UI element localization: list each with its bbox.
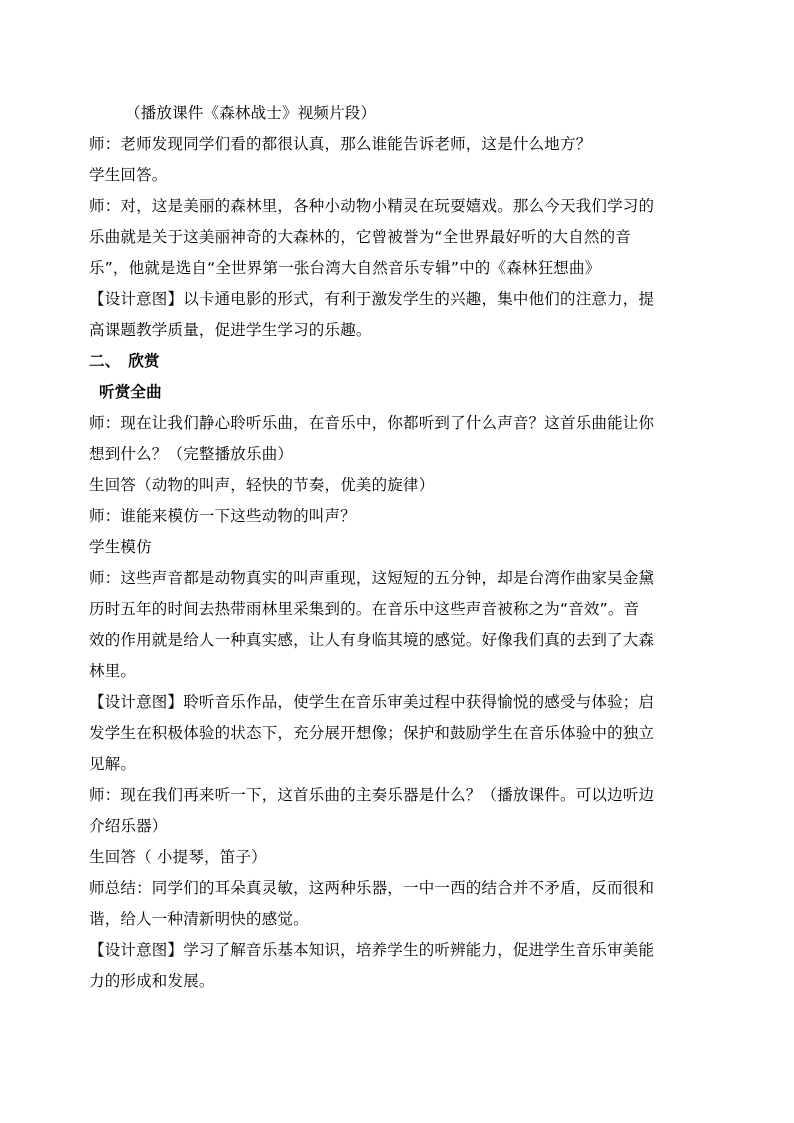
text-line: 师：对，这是美丽的森林里，各种小动物小精灵在玩耍嬉戏。那么今天我们学习的: [89, 197, 655, 215]
subsection-heading: 听赏全曲: [99, 383, 162, 401]
text-line: 力的形成和发展。: [89, 972, 215, 990]
design-intent-line: 【设计意图】学习了解音乐基本知识，培养学生的听辨能力，促进学生音乐审美能: [89, 941, 655, 959]
text-line: 生回答（动物的叫声，轻快的节奏，优美的旋律）: [89, 476, 435, 494]
text-line: 历时五年的时间去热带雨林里采集到的。在音乐中这些声音被称之为“音效”。音: [89, 600, 640, 618]
section-heading: 二、 欣赏: [89, 352, 160, 370]
text-line: 乐”，他就是选自“全世界第一张台湾大自然音乐专辑”中的《森林狂想曲》: [89, 259, 601, 277]
text-line: 师：这些声音都是动物真实的叫声重现，这短短的五分钟，却是台湾作曲家吴金黛: [89, 569, 655, 587]
text-line: 想到什么？（完整播放乐曲）: [89, 445, 294, 463]
text-line: 介绍乐器）: [89, 817, 168, 835]
text-line: 师：老师发现同学们看的都很认真，那么谁能告诉老师，这是什么地方？: [89, 135, 592, 153]
text-line: 师：现在让我们静心聆听乐曲，在音乐中，你都听到了什么声音？这首乐曲能让你: [89, 414, 655, 432]
text-line: 高课题教学质量，促进学生学习的乐趣。: [89, 321, 372, 339]
text-line: 乐曲就是关于这美丽神奇的大森林的，它曾被誉为“全世界最好听的大自然的音: [89, 228, 632, 246]
text-line: 生回答（ 小提琴，笛子）: [89, 848, 267, 866]
text-line: 师：谁能来模仿一下这些动物的叫声？: [89, 507, 356, 525]
text-line: 见解。: [89, 755, 137, 773]
document-page: [89, 98, 709, 997]
text-line: 发学生在积极体验的状态下，充分展开想像；保护和鼓励学生在音乐体验中的独立: [89, 724, 655, 742]
text-line: 师：现在我们再来听一下，这首乐曲的主奏乐器是什么？（播放课件。可以边听边: [89, 786, 655, 804]
text-line: 谐，给人一种清新明快的感觉。: [89, 910, 309, 928]
design-intent-line: 【设计意图】聆听音乐作品，使学生在音乐审美过程中获得愉悦的感受与体验；启: [89, 693, 655, 711]
text-line: 师总结：同学们的耳朵真灵敏，这两种乐器，一中一西的结合并不矛盾，反而很和: [89, 879, 655, 897]
text-line-video-note: （播放课件《森林战士》视频片段）: [125, 104, 377, 122]
design-intent-line: 【设计意图】以卡通电影的形式，有利于激发学生的兴趣，集中他们的注意力，提: [89, 290, 655, 308]
text-line: 林里。: [89, 662, 137, 680]
text-line: 学生回答。: [89, 166, 168, 184]
text-line: 效的作用就是给人一种真实感，让人有身临其境的感觉。好像我们真的去到了大森: [89, 631, 655, 649]
text-line: 学生模仿: [89, 538, 152, 556]
